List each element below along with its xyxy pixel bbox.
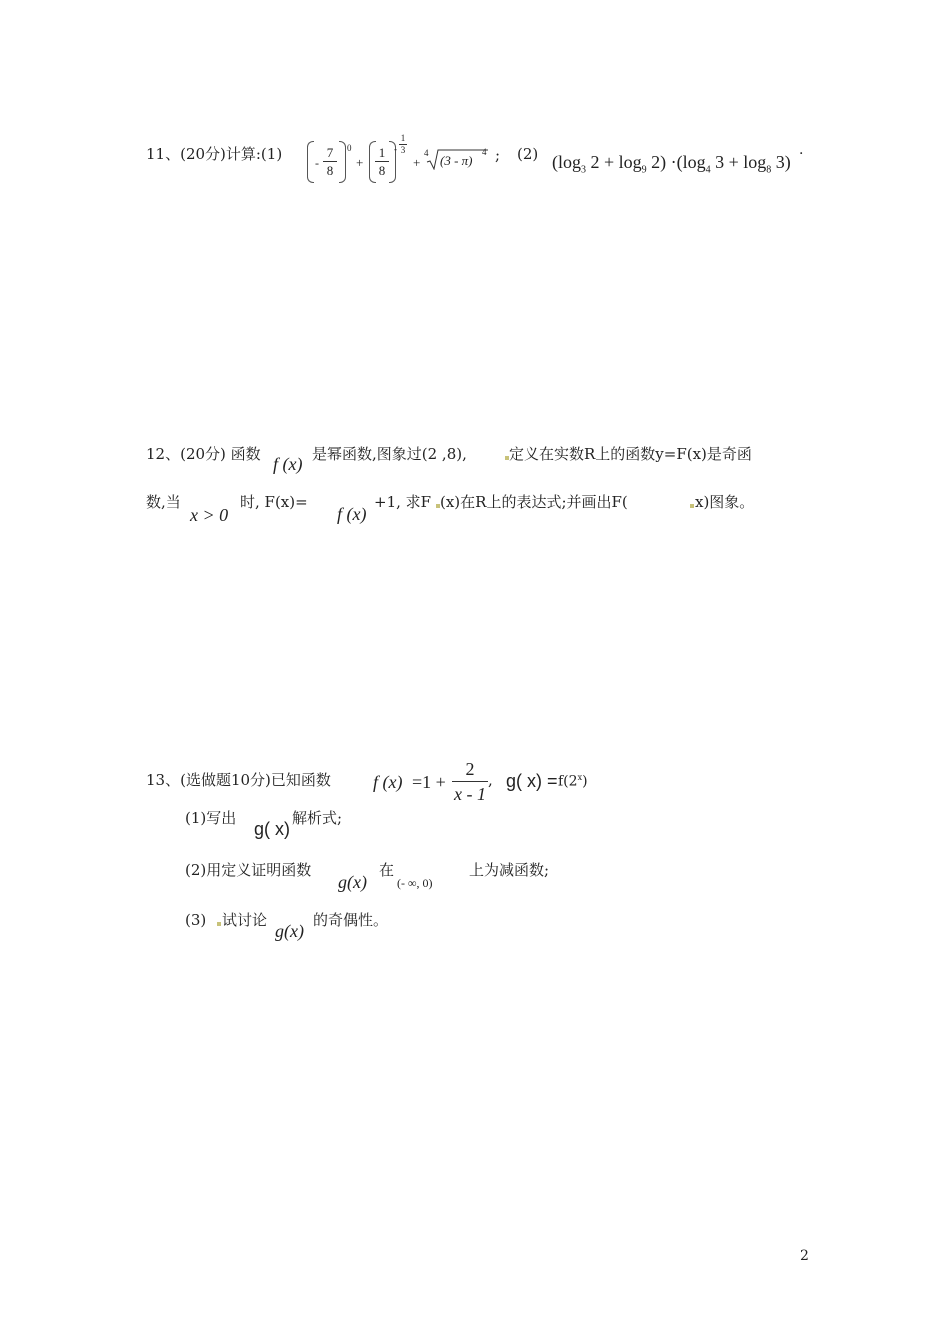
q13-label: 13、(选做题10分)已知函数 — [146, 771, 331, 789]
q11-semicolon: ; — [495, 146, 501, 164]
q12-line2-e: x)图象。 — [695, 493, 755, 511]
q13-sub3-c: 的奇偶性。 — [313, 911, 389, 929]
q11-fraction-1-8: 1 8 — [375, 146, 389, 177]
q12-line2-b: 时, F(x)= — [240, 493, 308, 511]
q11-paren-left-1 — [307, 141, 314, 183]
q11-root-index: 4 — [424, 148, 429, 158]
q13-marker — [217, 922, 221, 926]
q13-fraction: 2 x - 1 — [452, 760, 488, 803]
q11-exp-zero: 0 — [347, 143, 352, 153]
q13-fx: f (x) — [373, 772, 403, 792]
q13-sub2-c: 上为减函数; — [469, 861, 550, 879]
q13-sub3-gx: g(x) — [275, 921, 304, 941]
q13-sub2-interval: (- ∞, 0) — [397, 876, 433, 890]
q11-plus-1: + — [356, 155, 364, 170]
q12-marker-3 — [690, 504, 694, 508]
q12-fx: f (x) — [273, 454, 303, 474]
q11-radicand: (3 - π) — [440, 153, 473, 168]
q11-paren-right-1 — [339, 141, 346, 183]
q13-sub1-b: 解析式; — [292, 809, 343, 827]
page-number: 2 — [800, 1248, 809, 1264]
q13-comma: , — [488, 771, 493, 789]
q13-sub1-gx: g( x) — [254, 819, 290, 839]
q12-text-1: 是幂函数,图象过(2 ,8), — [312, 445, 467, 463]
q13-sub1-a: (1)写出 — [185, 809, 237, 827]
q13-eq: =1 + — [412, 772, 446, 792]
q13-sub3-b: 试讨论 — [222, 911, 268, 929]
q11-log-expression: ($\log_3$ $2 + \log_9 2) \cdot(\log_4$ $3 + \log_8 3$) — [552, 152, 791, 176]
q13-g-definition: f(2$^x$) — [558, 773, 588, 790]
q13-sub2-gx: g(x) — [338, 872, 367, 892]
q11-exp-minus: - — [394, 144, 397, 154]
q12-text-2: 定义在实数R上的函数y=F(x)是奇函 — [509, 445, 752, 463]
q13-gx: g( x) = — [506, 771, 558, 791]
q11-minus: - — [315, 156, 319, 170]
q11-exp-fraction: 1 3 — [400, 133, 406, 155]
q11-fraction-7-8: 7 8 — [323, 146, 337, 177]
q11-part2-label: (2) — [517, 145, 539, 163]
q12-line2-c: +1, 求F — [374, 493, 432, 511]
q12-condition: x > 0 — [190, 505, 229, 525]
q11-end-dot: · — [799, 146, 804, 162]
q13-sub2-b: 在 — [379, 861, 395, 879]
q12-label: 12、(20分) 函数 — [146, 445, 261, 463]
q13-sub2-a: (2)用定义证明函数 — [185, 861, 312, 879]
q13-sub3-a: (3) — [185, 911, 207, 929]
q11-radicand-exp: 4 — [482, 147, 487, 157]
q11-label: 11、(20分)计算:(1) — [146, 145, 283, 163]
q11-plus-2: + — [413, 155, 421, 170]
q12-line2-d: (x)在R上的表达式;并画出F( — [440, 493, 628, 511]
q12-fx-2: f (x) — [337, 504, 367, 524]
q12-line2-a: 数,当 — [146, 493, 181, 511]
